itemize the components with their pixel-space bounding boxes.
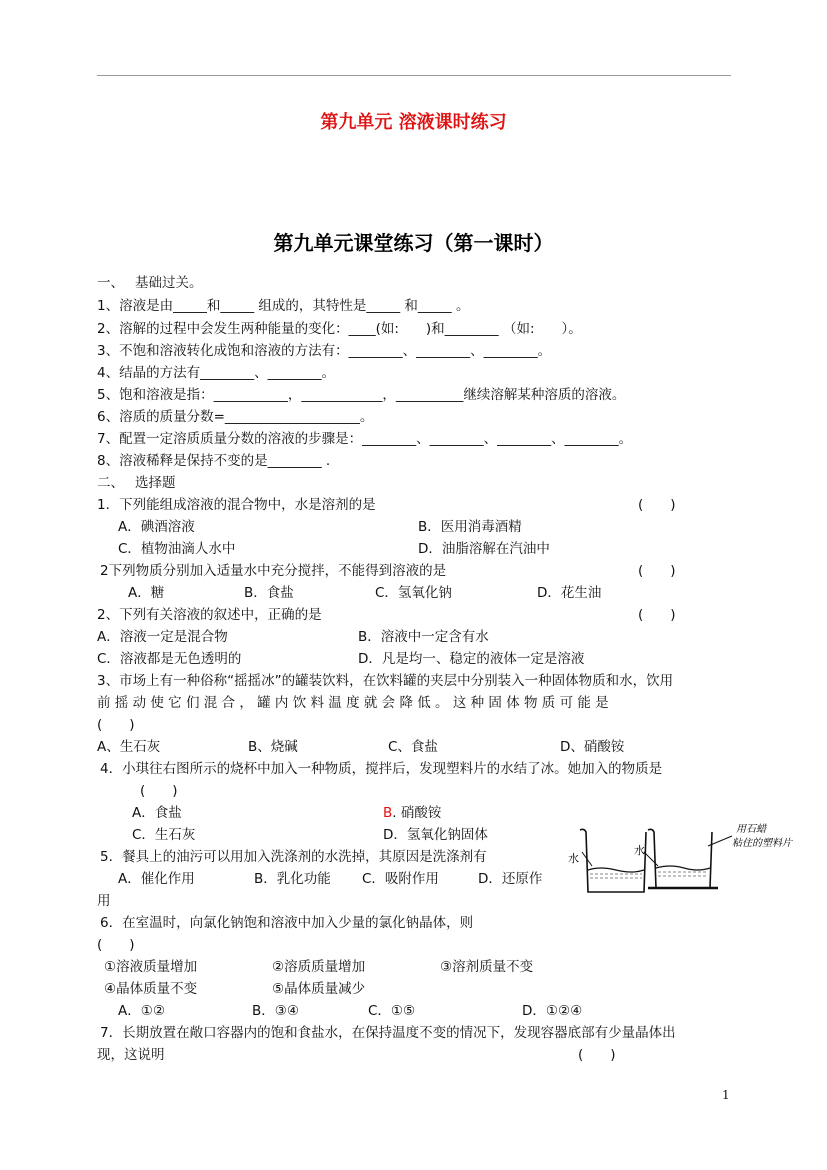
q5-option-b: B．乳化功能 (254, 871, 331, 887)
basics-item-6: 6、溶质的质量分数=____________________。 (97, 409, 374, 425)
q2a-stem: 2下列物质分别加入适量水中充分搅拌，不能得到溶液的是 (100, 563, 447, 579)
basics-item-5: 5、饱和溶液是指：___________，____________，__________继续溶解某种溶质的溶液。 (97, 387, 626, 403)
q1-option-d: D．油脂溶解在汽油中 (418, 541, 550, 557)
q6-statement-4: ④晶体质量不变 (104, 981, 198, 997)
q2b-option-b: B．溶液中一定含有水 (358, 629, 489, 645)
q3-option-a: A、生石灰 (97, 739, 161, 755)
q1-option-c: C．植物油滴人水中 (118, 541, 236, 557)
q4-answer-paren: ( ) (140, 783, 178, 799)
q6-option-a: A．①② (118, 1003, 165, 1019)
q7-stem-line2: 现，这说明 (97, 1047, 165, 1063)
q2a-option-c: C．氢氧化钠 (375, 585, 452, 601)
q6-statement-5: ⑤晶体质量减少 (272, 981, 366, 997)
q6-stem: 6．在室温时，向氯化钠饱和溶液中加入少量的氯化钠晶体，则 (100, 915, 474, 931)
q1-answer-paren: ( ) (638, 497, 676, 513)
unit-title: 第九单元 溶液课时练习 (320, 112, 507, 133)
q2a-answer-paren: ( ) (638, 563, 676, 579)
q4-option-c: C．生石灰 (132, 827, 196, 843)
q2a-option-d: D．花生油 (537, 585, 602, 601)
q5-option-a: A．催化作用 (118, 871, 195, 887)
q1-option-a: A．碘酒溶液 (118, 519, 195, 535)
q6-statement-2: ②溶质质量增加 (272, 959, 366, 975)
q2a-option-a: A．糖 (128, 585, 165, 601)
q3-option-b: B、烧碱 (248, 739, 298, 755)
q4-option-d: D．氢氧化钠固体 (383, 827, 488, 843)
q4-option-b (383, 804, 441, 822)
q2b-option-d: D．凡是均一、稳定的液体一定是溶液 (358, 651, 585, 667)
water-label-right: 水 (634, 844, 645, 857)
basics-item-1: 1、溶液是由_____和_____ 组成的，其特性是_____ 和_____ 。 (97, 298, 470, 314)
q3-stem-line2: 前 摇 动 使 它 们 混 合 ， 罐 内 饮 料 温 度 就 会 降 低 。 这 种 固 体 物 质 可 能 是 (97, 695, 609, 711)
q7-answer-paren: ( ) (578, 1047, 616, 1063)
basics-item-7: 7、配置一定溶质质量分数的溶液的步骤是：________、________、________、________。 (97, 431, 633, 447)
q6-option-c: C．①⑤ (368, 1003, 416, 1019)
beaker-after (644, 829, 732, 888)
q7-stem: 7．长期放置在敞口容器内的饱和食盐水，在保持温度不变的情况下，发现容器底部有少量晶体出 (100, 1025, 676, 1041)
q4-stem: 4．小琪往右图所示的烧杯中加入一种物质，搅拌后，发现塑料片的水结了冰。她加入的物质是 (100, 761, 663, 777)
basics-item-3: 3、不饱和溶液转化成饱和溶液的方法有：________、________、________。 (97, 343, 552, 359)
q2b-option-c: C．溶液都是无色透明的 (97, 651, 242, 667)
q2b-stem: 2、下列有关溶液的叙述中，正确的是 (97, 607, 322, 623)
q4-option-a: A．食盐 (132, 805, 182, 821)
q5-option-d-wrap: 用 (97, 893, 111, 909)
q3-option-c: C、食盐 (388, 739, 438, 755)
q3-stem-line1: 3、市场上有一种俗称“摇摇冰”的罐装饮料，在饮料罐的夹层中分别装入一种固体物质和水，饮用 (97, 673, 674, 689)
q5-option-c: C．吸附作用 (362, 871, 439, 887)
lesson-title: 第九单元课堂练习（第一课时） (273, 231, 554, 255)
q4-option-b-letter: B (383, 805, 393, 821)
q3-option-d: D、硝酸铵 (560, 739, 625, 755)
basics-heading: 一、 基础过关。 (97, 275, 203, 291)
q1-stem: 1．下列能组成溶液的混合物中，水是溶剂的是 (97, 497, 376, 513)
q6-statement-1: ①溶液质量增加 (104, 959, 198, 975)
choice-heading: 二、 选择题 (97, 475, 176, 491)
q6-option-b: B．③④ (252, 1003, 299, 1019)
q6-option-d: D．①②④ (522, 1003, 583, 1019)
basics-item-4: 4、结晶的方法有________、________。 (97, 365, 336, 381)
q5-stem: 5．餐具上的油污可以用加入洗涤剂的水洗掉，其原因是洗涤剂有 (100, 849, 487, 865)
header-rule (97, 75, 731, 76)
page-number: 1 (722, 1088, 730, 1102)
q6-statement-3: ③溶剂质量不变 (440, 959, 534, 975)
water-label-left: 水 (568, 852, 579, 865)
callout-line-2: 粘住的塑料片 (732, 838, 792, 849)
beaker-figure (560, 816, 800, 900)
q2b-option-a: A．溶液一定是混合物 (97, 629, 228, 645)
q1-option-b: B．医用消毒酒精 (418, 519, 522, 535)
q4-option-b-text: . 硝酸铵 (392, 805, 442, 821)
basics-item-8: 8、溶液稀释是保持不变的是________ . (97, 453, 331, 469)
basics-item-2: 2、溶解的过程中会发生两种能量的变化：____(如: )和________ （如: ）。 (97, 321, 582, 337)
q3-answer-paren: ( ) (97, 717, 135, 733)
q2a-option-b: B．食盐 (244, 585, 294, 601)
callout-line-1: 用石蜡 (736, 824, 766, 835)
q5-option-d: D．还原作 (478, 871, 543, 887)
q6-answer-paren: ( ) (97, 937, 135, 953)
beaker-before (580, 829, 646, 892)
q2b-answer-paren: ( ) (638, 607, 676, 623)
